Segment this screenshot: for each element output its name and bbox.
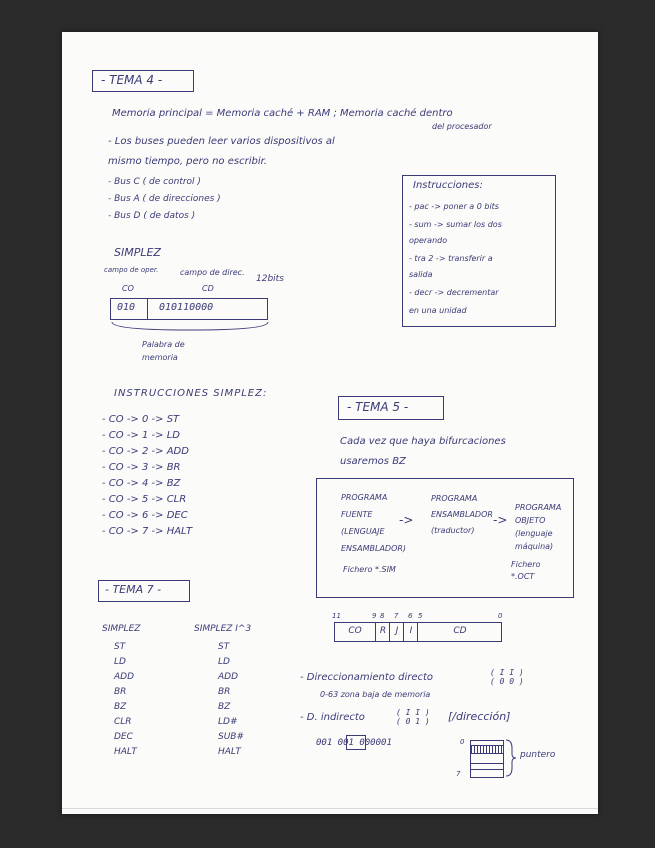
palabra-label: Palabra de memoria <box>142 340 185 362</box>
memoria-line: Memoria principal = Memoria caché + RAM ; Memoria caché dentro <box>112 108 453 119</box>
col2-item: ADD <box>218 672 239 682</box>
simplez-title: SIMPLEZ <box>114 246 161 259</box>
col2-item: ST <box>218 642 230 652</box>
instrucciones-title: Instrucciones: <box>413 180 483 191</box>
memory-word-box <box>110 298 268 320</box>
instr-line: salida <box>409 270 433 279</box>
flow-arrow: -> <box>493 513 508 527</box>
col1-list <box>114 640 137 760</box>
col2-item: LD <box>218 657 230 667</box>
bit-8: 8 <box>380 612 385 620</box>
direc-note: 0-63 zona baja de memoria <box>320 690 431 699</box>
bit-9: 9 <box>372 612 377 620</box>
buses-line-1: - Los buses pueden leer varios dispositivos al <box>108 136 335 147</box>
buses-line-2: mismo tiempo, pero no escribir. <box>108 156 267 167</box>
tema5-title: - TEMA 5 - <box>347 400 409 414</box>
instr-row: - CO -> 0 -> ST <box>102 414 180 425</box>
bit-11: 11 <box>332 612 341 620</box>
bit-0: 0 <box>498 612 503 620</box>
col2-item: HALT <box>218 747 241 757</box>
binary-value: 001 001 000001 <box>316 738 392 748</box>
campo-direc-label: campo de direc. <box>180 268 245 277</box>
d-indirecto: - D. indirecto <box>300 712 365 723</box>
col1-item: LD <box>114 657 126 667</box>
col2-list <box>218 640 244 760</box>
bus-item-a: - Bus A ( de direcciones ) <box>108 194 221 204</box>
instr-row: - CO -> 6 -> DEC <box>102 510 188 521</box>
matrix-indirecto: ( I I ) ( 0 1 ) <box>396 708 430 726</box>
instr-row: - CO -> 4 -> BZ <box>102 478 181 489</box>
puntero-label: puntero <box>520 750 556 760</box>
instrucciones-box <box>402 175 556 327</box>
reg-cell-co: CO <box>348 626 362 636</box>
page-bottom-line <box>62 808 598 809</box>
col1-item: BZ <box>114 702 127 712</box>
programa-objeto: PROGRAMA OBJETO (lenguaje máquina) <box>515 503 562 551</box>
fichero-oct: Fichero *.OCT <box>511 560 541 581</box>
instr-line: - decr -> decrementar <box>409 288 499 297</box>
instr-simplez-title: INSTRUCCIONES SIMPLEZ: <box>114 388 268 399</box>
instr-row: - CO -> 7 -> HALT <box>102 526 193 537</box>
binary-highlight <box>346 735 366 750</box>
cell-cd: 010110000 <box>159 302 214 313</box>
bracket-svg <box>110 320 270 334</box>
direccionamiento-directo: - Direccionamiento directo <box>300 672 434 683</box>
col2-item: LD# <box>218 717 238 727</box>
bit-7: 7 <box>394 612 399 620</box>
cd-label: CD <box>202 284 214 293</box>
col1-item: CLR <box>114 717 132 727</box>
bus-item-c: - Bus C ( de control ) <box>108 177 201 187</box>
bit-6: 6 <box>408 612 413 620</box>
col2-item: SUB# <box>218 732 245 742</box>
brace-svg <box>504 738 518 778</box>
instr-row: - CO -> 2 -> ADD <box>102 446 189 457</box>
instr-simplez-list <box>102 412 192 540</box>
col1-item: HALT <box>114 747 137 757</box>
campo-op-label: campo de oper. <box>104 266 159 274</box>
co-label: CO <box>122 284 134 293</box>
instr-row: - CO -> 5 -> CLR <box>102 494 187 505</box>
tema4-title: - TEMA 4 - <box>101 73 163 87</box>
flow-arrow: -> <box>399 513 414 527</box>
memory-diagram <box>470 740 504 778</box>
col1-item: ST <box>114 642 126 652</box>
instr-line: - sum -> sumar los dos <box>409 220 502 229</box>
tema7-title: - TEMA 7 - <box>105 583 162 596</box>
programa-ensamblador: PROGRAMA ENSAMBLADOR (traductor) <box>431 494 493 535</box>
instr-line: - pac -> poner a 0 bits <box>409 202 499 211</box>
memoria-line-2: del procesador <box>432 122 492 131</box>
col1-item: DEC <box>114 732 133 742</box>
programa-flow-box <box>316 478 574 598</box>
tema7-title-box <box>98 580 190 602</box>
tema5-title-box <box>338 396 444 420</box>
bits-label: 12bits <box>256 274 284 284</box>
mem-seven: 7 <box>456 770 461 778</box>
tema4-title-box <box>92 70 194 92</box>
col2-item: BZ <box>218 702 231 712</box>
col1-item: BR <box>114 687 127 697</box>
bit-5: 5 <box>418 612 423 620</box>
col2-header: SIMPLEZ I^3 <box>194 624 252 634</box>
programa-fuente: PROGRAMA FUENTE (LENGUAJE ENSAMBLADOR) <box>341 493 407 553</box>
register-box <box>334 622 502 642</box>
instr-line: - tra 2 -> transferir a <box>409 254 493 263</box>
reg-cell-r: R <box>375 623 390 641</box>
reg-cell-cd: CD <box>417 623 502 641</box>
instr-line: en una unidad <box>409 306 467 315</box>
direccion-box: [/dirección] <box>448 710 511 723</box>
matrix-directo: ( I I ) ( 0 0 ) <box>490 668 524 686</box>
cell-co: 010 <box>117 302 136 313</box>
instr-row: - CO -> 3 -> BR <box>102 462 181 473</box>
bus-item-d: - Bus D ( de datos ) <box>108 211 196 221</box>
mem-zero: 0 <box>460 738 465 746</box>
notebook-page <box>62 32 598 814</box>
tema5-line-2: usaremos BZ <box>340 456 406 467</box>
col1-item: ADD <box>114 672 135 682</box>
reg-cell-i: I <box>403 623 418 641</box>
fichero-sim: Fichero *.SIM <box>343 565 396 574</box>
tema5-line-1: Cada vez que haya bifurcaciones <box>340 436 506 447</box>
col1-header: SIMPLEZ <box>102 624 141 634</box>
instr-line: operando <box>409 236 448 245</box>
instr-row: - CO -> 1 -> LD <box>102 430 180 441</box>
reg-cell-j: J <box>389 623 404 641</box>
col2-item: BR <box>218 687 231 697</box>
